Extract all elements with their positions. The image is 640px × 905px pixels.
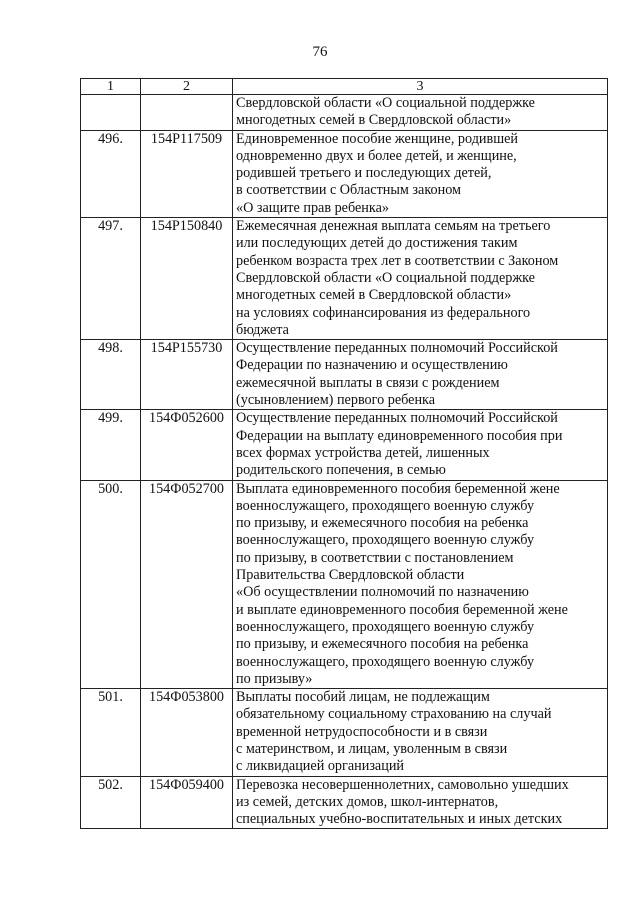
budget-code: 154Р150840 — [141, 218, 233, 340]
description-line: ежемесячной выплаты в связи с рождением — [236, 374, 500, 391]
description-line: Выплата единовременного пособия беременной жене — [236, 480, 560, 497]
description-line: «Об осуществлении полномочий по назначению — [236, 584, 529, 601]
table-row — [81, 689, 608, 776]
description-line: с материнством, и лицам, уволенным в связи — [236, 740, 508, 757]
description-line: родительского попечения, в семью — [236, 462, 446, 479]
description-line: «О защите прав ребенка» — [236, 199, 389, 216]
row-number — [81, 95, 141, 131]
budget-codes-table — [80, 78, 608, 829]
row-description — [233, 410, 608, 480]
table-row — [81, 480, 608, 689]
description-line: по призыву» — [236, 670, 313, 687]
table-row — [81, 95, 608, 131]
row-description — [233, 218, 608, 340]
row-description — [233, 95, 608, 131]
description-line: Правительства Свердловской области — [236, 567, 465, 584]
row-description — [233, 689, 608, 776]
table-row — [81, 218, 608, 340]
row-number: 501. — [81, 689, 141, 776]
description-line: (усыновлением) первого ребенка — [236, 392, 436, 409]
row-number: 496. — [81, 130, 141, 217]
description-line: или последующих детей до достижения таким — [236, 235, 518, 252]
budget-code: 154Р155730 — [141, 340, 233, 410]
row-number: 498. — [81, 340, 141, 410]
description-line: Ежемесячная денежная выплата семьям на третьего — [236, 218, 551, 235]
column-header-3: 3 — [233, 79, 608, 95]
description-line: специальных учебно-воспитательных и иных детских — [236, 811, 563, 828]
row-description — [233, 130, 608, 217]
budget-code: 154Ф052700 — [141, 480, 233, 689]
description-line: многодетных семей в Свердловской области» — [236, 287, 512, 304]
description-line: военнослужащего, проходящего военную службу — [236, 532, 535, 549]
column-header-1: 1 — [81, 79, 141, 95]
row-number: 497. — [81, 218, 141, 340]
description-line: бюджета — [236, 321, 289, 338]
table-row — [81, 410, 608, 480]
description-line: временной нетрудоспособности и в связи — [236, 723, 488, 740]
description-line: ребенком возраста трех лет в соответствии с Законом — [236, 252, 559, 269]
table-body — [81, 95, 608, 829]
row-number: 500. — [81, 480, 141, 689]
description-line: многодетных семей в Свердловской области» — [236, 112, 512, 129]
table-header — [81, 79, 608, 95]
table-header-row — [81, 79, 608, 95]
description-line: с ликвидацией организаций — [236, 758, 405, 775]
budget-code: 154Ф052600 — [141, 410, 233, 480]
description-line: Выплаты пособий лицам, не подлежащим — [236, 689, 490, 706]
table-row — [81, 340, 608, 410]
description-line: военнослужащего, проходящего военную службу — [236, 618, 535, 635]
page-number: 76 — [312, 44, 328, 60]
description-line: в соответствии с Областным законом — [236, 182, 461, 199]
row-number: 499. — [81, 410, 141, 480]
description-line: Федерации на выплату единовременного пособия при — [236, 427, 563, 444]
description-line: и выплате единовременного пособия беременной жене — [236, 601, 568, 618]
description-line: Перевозка несовершеннолетних, самовольно ушедших — [236, 776, 569, 793]
budget-code: 154Ф059400 — [141, 776, 233, 829]
row-number: 502. — [81, 776, 141, 829]
table-row — [81, 130, 608, 217]
table-row — [81, 776, 608, 829]
row-description — [233, 340, 608, 410]
budget-code: 154Ф053800 — [141, 689, 233, 776]
row-description — [233, 480, 608, 689]
column-header-2: 2 — [141, 79, 233, 95]
description-line: родившей третьего и последующих детей, — [236, 165, 492, 182]
description-line: военнослужащего, проходящего военную службу — [236, 497, 535, 514]
description-line: Свердловской области «О социальной поддержке — [236, 95, 535, 111]
budget-code: 154Р117509 — [141, 130, 233, 217]
description-line: Федерации по назначению и осуществлению — [236, 357, 508, 374]
row-description — [233, 776, 608, 829]
description-line: на условиях софинансирования из федерального — [236, 304, 531, 321]
description-line: военнослужащего, проходящего военную службу — [236, 653, 535, 670]
description-line: Осуществление переданных полномочий Российской — [236, 340, 558, 357]
description-line: из семей, детских домов, школ-интернатов, — [236, 793, 499, 810]
description-line: обязательному социальному страхованию на случай — [236, 706, 552, 723]
description-line: по призыву, и ежемесячного пособия на ребенка — [236, 636, 529, 653]
description-line: одновременно двух и более детей, и женщине, — [236, 147, 517, 164]
description-line: по призыву, в соответствии с постановлением — [236, 549, 514, 566]
description-line: Осуществление переданных полномочий Российской — [236, 410, 558, 427]
description-line: по призыву, и ежемесячного пособия на ребенка — [236, 515, 529, 532]
description-line: Единовременное пособие женщине, родившей — [236, 130, 519, 147]
description-line: всех формах устройства детей, лишенных — [236, 444, 490, 461]
budget-code — [141, 95, 233, 131]
description-line: Свердловской области «О социальной поддержке — [236, 269, 535, 286]
